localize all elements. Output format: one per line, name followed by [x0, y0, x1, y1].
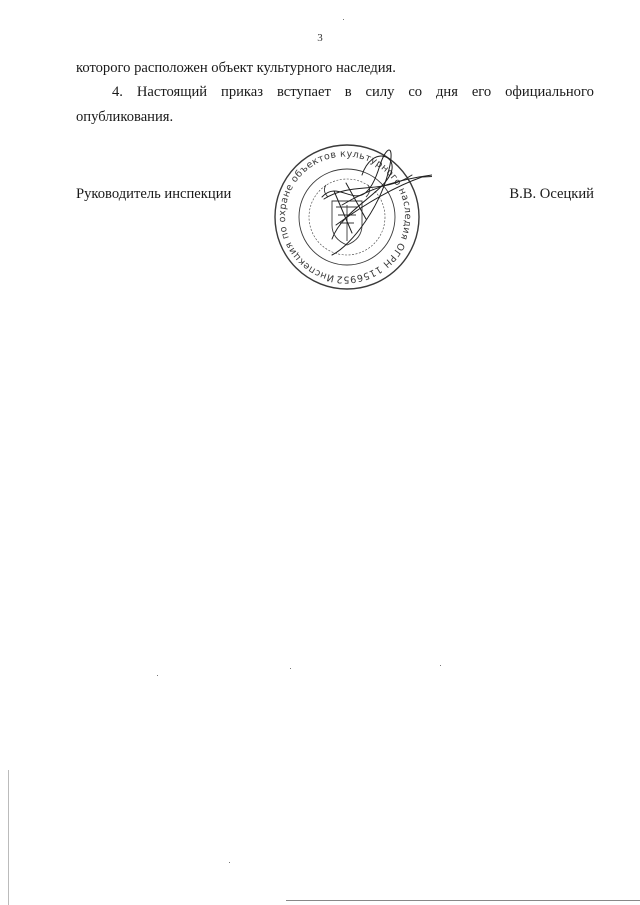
scan-edge-left [8, 770, 9, 905]
clause-word: приказ [221, 84, 264, 100]
clause-word: официального [505, 84, 594, 100]
clause-word: его [471, 84, 492, 100]
clause-word: со [408, 84, 423, 100]
page-number: 3 [317, 32, 323, 44]
scan-speck [157, 675, 158, 676]
clause-word: вступает [276, 84, 331, 100]
scan-speck [440, 665, 441, 666]
continuation-paragraph: которого расположен объект культурного наследия. [76, 60, 396, 76]
scan-speck [343, 19, 344, 20]
signatory-title: Руководитель инспекции [76, 186, 232, 202]
clause-word: дня [435, 84, 458, 100]
signatory-name: В.В. Осецкий [509, 186, 594, 202]
clause-continuation: опубликования. [76, 109, 174, 125]
clause-word: в [344, 84, 352, 100]
clause-paragraph [76, 80, 594, 130]
clause-word: 4. [112, 84, 123, 100]
scan-speck [290, 668, 291, 669]
clause-word: Настоящий [136, 84, 208, 100]
scan-speck [229, 862, 230, 863]
clause-word: силу [365, 84, 395, 100]
seal-ring-text: Инспекция по охране объектов культурного наследия ОГРН 1156952016967 [276, 148, 414, 285]
scan-edge-bottom [286, 900, 640, 901]
official-seal-stamp [262, 135, 432, 295]
clause-first-line [76, 80, 594, 105]
